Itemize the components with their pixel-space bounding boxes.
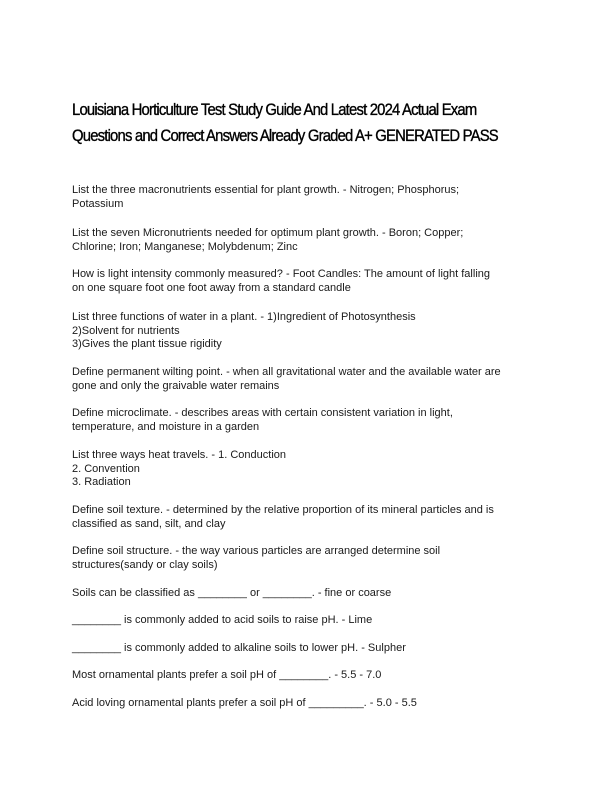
qa-line: 2. Convention [72, 462, 140, 475]
qa-line: 2)Solvent for nutrients [72, 324, 180, 337]
qa-entry-water-functions [72, 311, 547, 352]
qa-line: temperature, and moisture in a garden [72, 420, 260, 433]
qa-line: classified as sand, silt, and clay [72, 517, 226, 530]
qa-line: ________ is commonly added to alkaline soils to lower pH. - Sulpher [72, 642, 406, 654]
qa-entry-lime [72, 614, 547, 628]
qa-entry-heat-travel [72, 449, 547, 490]
qa-line: gone and only the graivable water remains [72, 379, 280, 392]
qa-line: ________ is commonly added to acid soils to raise pH. - Lime [72, 614, 373, 626]
qa-line: Define soil structure. - the way various particles are arranged determine soil [72, 545, 441, 557]
qa-entry-sulpher [72, 642, 547, 656]
title-line: Questions and Correct Answers Already Graded A+ GENERATED PASS [72, 127, 498, 145]
qa-line: on one square foot one foot away from a standard candle [72, 281, 351, 294]
qa-entry-micronutrients [72, 227, 547, 254]
qa-line: Potassium [72, 197, 124, 210]
qa-entry-soil-texture [72, 504, 547, 531]
qa-line: 3)Gives the plant tissue rigidity [72, 338, 222, 350]
qa-entry-microclimate [72, 407, 547, 434]
title-line: Louisiana Horticulture Test Study Guide And Latest 2024 Actual Exam [72, 101, 477, 119]
qa-line: Define permanent wilting point. - when all gravitational water and the available water are [72, 366, 501, 378]
qa-entry-wilting-point [72, 366, 547, 393]
qa-entry-light-intensity [72, 268, 547, 295]
qa-line: Chlorine; Iron; Manganese; Molybdenum; Zinc [72, 240, 298, 253]
qa-line: Soils can be classified as ________ or ________. - fine or coarse [72, 587, 392, 599]
qa-entry-soil-structure [72, 545, 547, 572]
qa-line: List three functions of water in a plant. - 1)Ingredient of Photosynthesis [72, 311, 416, 323]
qa-entry-ornamental-ph [72, 669, 547, 683]
qa-entry-soil-classification [72, 587, 547, 601]
qa-line: List the three macronutrients essential for plant growth. - Nitrogen; Phosphorus; [72, 184, 460, 196]
qa-line: List the seven Micronutrients needed for optimum plant growth. - Boron; Copper; [72, 227, 464, 239]
qa-line: Define soil texture. - determined by the relative proportion of its mineral particles and is [72, 504, 494, 516]
qa-entry-macronutrients [72, 184, 547, 211]
qa-line: Define microclimate. - describes areas with certain consistent variation in light, [72, 407, 453, 419]
document-title [72, 97, 504, 149]
qa-line: How is light intensity commonly measured? - Foot Candles: The amount of light falling [72, 268, 490, 280]
qa-line: structures(sandy or clay soils) [72, 558, 218, 571]
qa-line: Most ornamental plants prefer a soil pH of ________. - 5.5 - 7.0 [72, 669, 382, 681]
qa-line: Acid loving ornamental plants prefer a soil pH of _________. - 5.0 - 5.5 [72, 697, 417, 709]
qa-entry-acid-loving-ph [72, 697, 547, 711]
qa-line: 3. Radiation [72, 476, 131, 488]
qa-line: List three ways heat travels. - 1. Conduction [72, 449, 286, 461]
